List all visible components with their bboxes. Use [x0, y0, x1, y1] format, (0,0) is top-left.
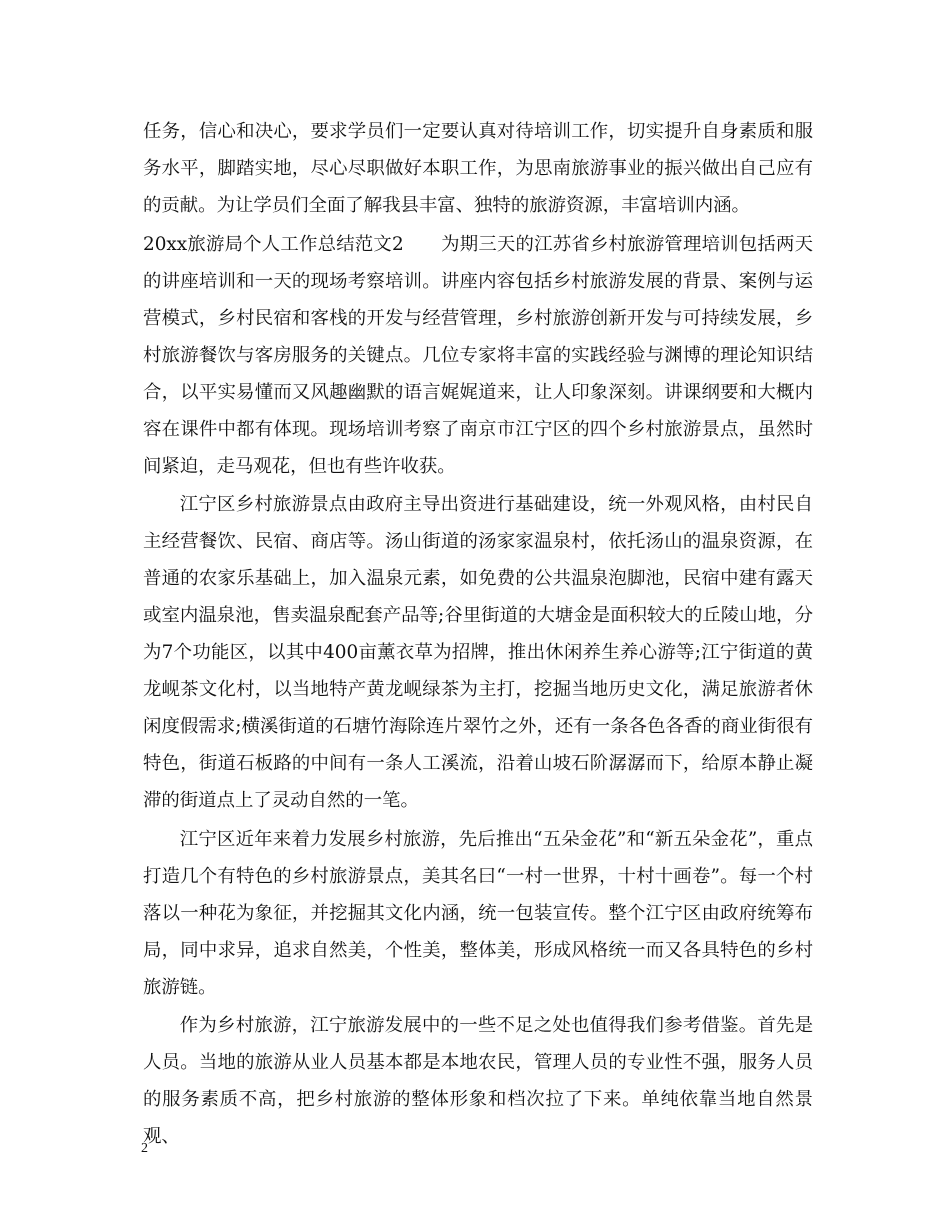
paragraph-2: 20xx旅游局个人工作总结范文2 为期三天的江苏省乡村旅游管理培训包括两天的讲座培训和一天的现场考察培训。讲座内容包括乡村旅游发展的背景、案例与运营模式，乡村民宿和客栈的开发与经营管理，乡村旅游创新开发与可持续发展，乡村旅游餐饮与客房服务的关键点。几位专家将丰富的实践经验与渊博的理论知识结合，以平实易懂而又风趣幽默的语言娓娓道来，让人印象深刻。讲课纲要和大概内容在课件中都有体现。现场培训考察了南京市江宁区的四个乡村旅游景点，虽然时间紧迫，走马观花，但也有些许收获。 [143, 233, 813, 477]
page-number: 2 [141, 1141, 148, 1156]
document-body [143, 113, 813, 1157]
paragraph-1: 任务，信心和决心，要求学员们一定要认真对待培训工作，切实提升自身素质和服务水平，脚踏实地，尽心尽职做好本职工作，为思南旅游事业的振兴做出自己应有的贡献。为让学员们全面了解我县丰富、独特的旅游资源，丰富培训内涵。 [143, 121, 813, 216]
paragraph-5: 作为乡村旅游，江宁旅游发展中的一些不足之处也值得我们参考借鉴。首先是人员。当地的旅游从业人员基本都是本地农民，管理人员的专业性不强，服务人员的服务素质不高，把乡村旅游的整体形象和档次拉了下来。单纯依靠当地自然景观、 [143, 1015, 813, 1147]
paragraph-3: 江宁区乡村旅游景点由政府主导出资进行基础建设，统一外观风格，由村民自主经营餐饮、民宿、商店等。汤山街道的汤家家温泉村，依托汤山的温泉资源，在普通的农家乐基础上，加入温泉元素，如免费的公共温泉泡脚池，民宿中建有露天或室内温泉池，售卖温泉配套产品等;谷里街道的大塘金是面积较大的丘陵山地，分为7个功能区，以其中400亩薰衣草为招牌，推出休闲养生养心游等;江宁街道的黄龙岘茶文化村，以当地特产黄龙岘绿茶为主打，挖掘当地历史文化，满足旅游者休闲度假需求;横溪街道的石塘竹海除连片翠竹之外，还有一条各色各香的商业街很有特色，街道石板路的中间有一条人工溪流，沿着山坡石阶潺潺而下，给原本静止凝滞的街道点上了灵动自然的一笔。 [143, 494, 813, 811]
paragraph-4: 江宁区近年来着力发展乡村旅游，先后推出“五朵金花”和“新五朵金花”，重点打造几个有特色的乡村旅游景点，美其名曰“一村一世界，十村十画卷”。每一个村落以一种花为象征，并挖掘其文化内涵，统一包装宣传。整个江宁区由政府统筹布局，同中求异，追求自然美，个性美，整体美，形成风格统一而又各具特色的乡村旅游链。 [143, 828, 813, 998]
